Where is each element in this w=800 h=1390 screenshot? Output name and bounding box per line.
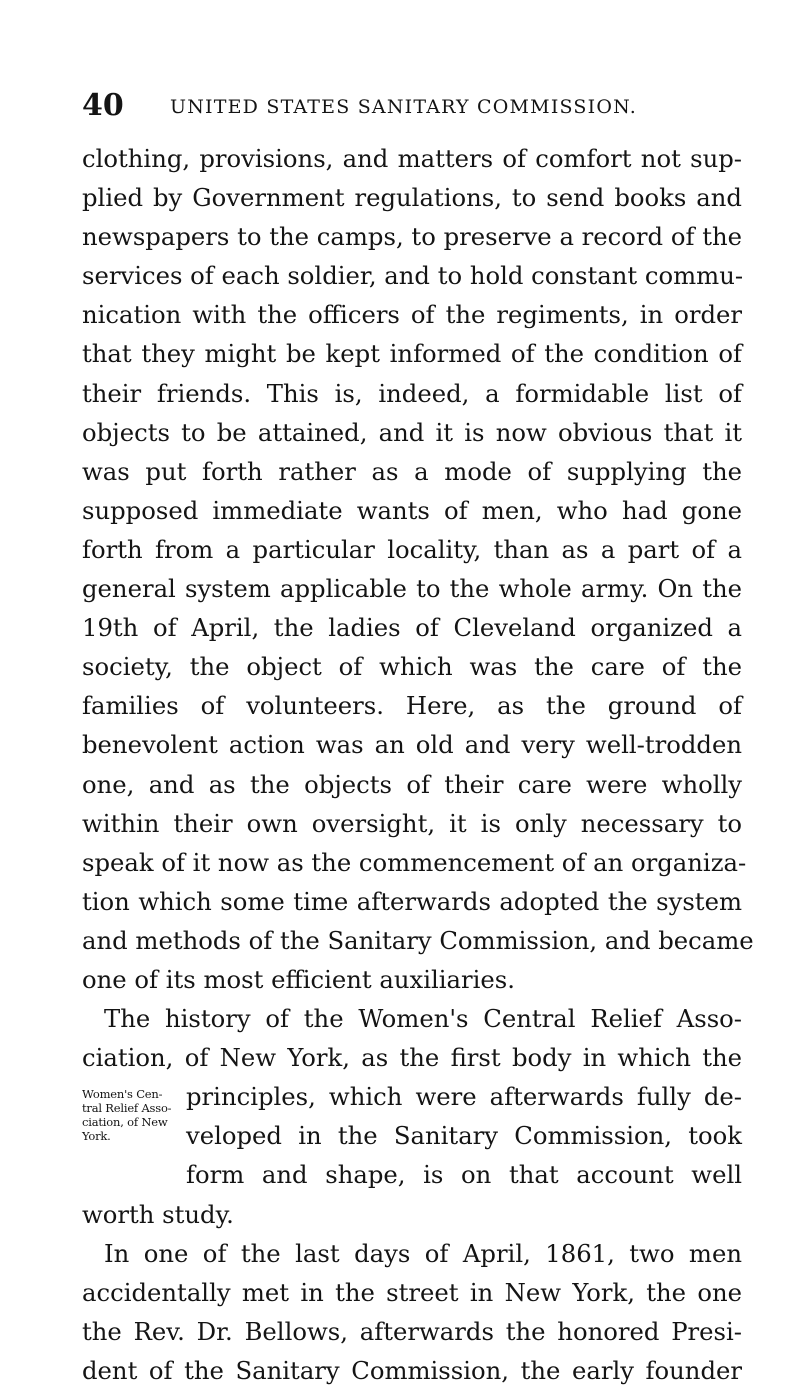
text-line: services of each soldier, and to hold constant commu- xyxy=(82,261,744,291)
margin-note-line: Women's Cen- xyxy=(82,1087,163,1102)
text-line: nication with the officers of the regiments, in order xyxy=(82,300,742,330)
text-line: one of its most efficient auxiliaries. xyxy=(82,964,515,994)
text-line: In one of the last days of April, 1861, two men xyxy=(104,1238,742,1268)
text-line: ciation, of New York, as the first body in which the xyxy=(82,1043,742,1073)
margin-note xyxy=(82,1077,186,1194)
text-line: worth study. xyxy=(82,1199,234,1229)
margin-note-line: tral Relief Asso- xyxy=(82,1101,172,1116)
page-header xyxy=(82,86,742,126)
page-number: 40 xyxy=(82,88,124,123)
paragraph-3 xyxy=(82,1234,742,1390)
lines-beside-note xyxy=(186,1077,742,1194)
text-line: supposed immediate wants of men, who had gone xyxy=(82,495,742,525)
text-line: benevolent action was an old and very well-trodden xyxy=(82,730,742,760)
text-line: one, and as the objects of their care were wholly xyxy=(82,769,742,799)
text-line: the Rev. Dr. Bellows, afterwards the honored Presi- xyxy=(82,1316,742,1346)
text-line: within their own oversight, it is only necessary to xyxy=(82,808,742,838)
text-line: tion which some time afterwards adopted the system xyxy=(82,886,742,916)
margin-note-block xyxy=(82,1077,742,1194)
text-line: and methods of the Sanitary Commission, and became xyxy=(82,925,754,955)
running-head: UNITED STATES SANITARY COMMISSION. xyxy=(170,96,637,118)
text-line: society, the object of which was the care of the xyxy=(82,652,742,682)
paragraph-1 xyxy=(82,139,754,999)
text-line: general system applicable to the whole army. On the xyxy=(82,574,742,604)
text-line: speak of it now as the commencement of an organiza- xyxy=(82,847,747,877)
text-line: forth from a particular locality, than as a part of a xyxy=(82,534,742,564)
text-line: objects to be attained, and it is now obvious that it xyxy=(82,417,742,447)
text-line: The history of the Women's Central Relief Asso- xyxy=(104,1004,742,1034)
text-line: clothing, provisions, and matters of comfort not sup- xyxy=(82,144,742,173)
text-line: veloped in the Sanitary Commission, took xyxy=(186,1121,742,1151)
text-line: families of volunteers. Here, as the ground of xyxy=(82,691,742,721)
text-line: their friends. This is, indeed, a formidable list of xyxy=(82,378,742,408)
text-line: newspapers to the camps, to preserve a record of the xyxy=(82,222,742,252)
margin-note-line: ciation, of New xyxy=(82,1115,168,1130)
text-line: accidentally met in the street in New York, the one xyxy=(82,1277,742,1307)
margin-note-line: York. xyxy=(82,1129,111,1144)
text-line: 19th of April, the ladies of Cleveland organized a xyxy=(82,613,742,643)
text-line: was put forth rather as a mode of supplying the xyxy=(82,456,742,486)
text-line: that they might be kept informed of the condition of xyxy=(82,339,742,369)
text-line: principles, which were afterwards fully de- xyxy=(186,1082,742,1112)
text-line: dent of the Sanitary Commission, the early founder xyxy=(82,1355,742,1385)
text-line: plied by Government regulations, to send books and xyxy=(82,183,742,213)
body-text xyxy=(82,139,754,1390)
paragraph-2 xyxy=(82,999,742,1234)
text-line: form and shape, is on that account well xyxy=(186,1160,742,1190)
